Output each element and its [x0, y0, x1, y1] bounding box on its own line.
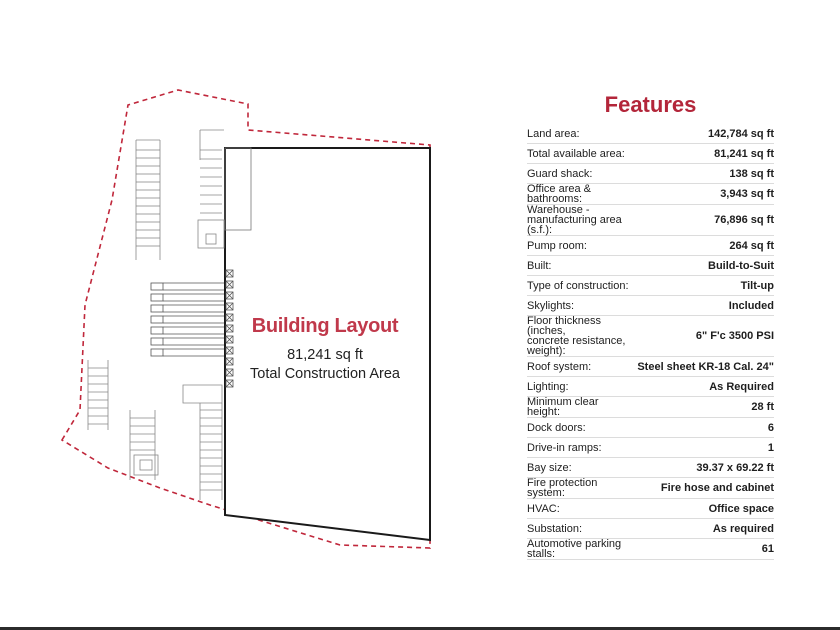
feature-value: As required — [637, 519, 774, 539]
feature-row — [527, 296, 774, 316]
feature-value: Included — [637, 296, 774, 316]
plan-area-value: 81,241 sq ft — [287, 347, 363, 363]
features-title: Features — [604, 92, 697, 117]
feature-value: 39.37 x 69.22 ft — [637, 458, 774, 478]
feature-row — [527, 316, 774, 357]
feature-label: Total available area: — [527, 144, 637, 164]
feature-value: 76,896 sq ft — [637, 205, 774, 236]
plan-area-caption: Total Construction Area — [250, 366, 400, 382]
feature-label: Fire protection system: — [527, 478, 637, 499]
feature-value: 3,943 sq ft — [637, 184, 774, 205]
feature-row — [527, 164, 774, 184]
feature-value: 142,784 sq ft — [637, 124, 774, 144]
feature-row — [527, 539, 774, 560]
feature-label: Lighting: — [527, 377, 637, 397]
feature-row — [527, 124, 774, 144]
feature-value: As Required — [637, 377, 774, 397]
feature-label: Minimum clear height: — [527, 397, 637, 418]
feature-row — [527, 184, 774, 205]
feature-label: Type of construction: — [527, 276, 637, 296]
building-outline — [225, 148, 430, 540]
feature-row — [527, 256, 774, 276]
feature-row — [527, 458, 774, 478]
feature-value: Office space — [637, 499, 774, 519]
feature-value: 138 sq ft — [637, 164, 774, 184]
lower-parking — [88, 360, 222, 500]
feature-value: 81,241 sq ft — [637, 144, 774, 164]
feature-value: Tilt-up — [637, 276, 774, 296]
plan-title: Building Layout — [251, 315, 399, 337]
feature-label: Substation: — [527, 519, 637, 539]
feature-label: Guard shack: — [527, 164, 637, 184]
feature-row — [527, 236, 774, 256]
feature-label: Skylights: — [527, 296, 637, 316]
feature-row — [527, 144, 774, 164]
feature-row — [527, 377, 774, 397]
features-table — [527, 124, 774, 560]
feature-row — [527, 519, 774, 539]
feature-label: Automotive parking stalls: — [527, 539, 637, 560]
feature-value: Steel sheet KR-18 Cal. 24" — [637, 357, 774, 377]
feature-label: Land area: — [527, 124, 637, 144]
feature-row — [527, 205, 774, 236]
feature-label: HVAC: — [527, 499, 637, 519]
feature-label: Warehouse - manufacturing area (s.f.): — [527, 205, 637, 236]
feature-row — [527, 478, 774, 499]
feature-value: 28 ft — [637, 397, 774, 418]
feature-value: 264 sq ft — [637, 236, 774, 256]
feature-row — [527, 397, 774, 418]
feature-row — [527, 276, 774, 296]
feature-value: 6 — [637, 418, 774, 438]
feature-label: Bay size: — [527, 458, 637, 478]
feature-row — [527, 418, 774, 438]
feature-label: Office area & bathrooms: — [527, 184, 637, 205]
feature-value: 61 — [637, 539, 774, 560]
feature-label: Built: — [527, 256, 637, 276]
feature-value: Build-to-Suit — [637, 256, 774, 276]
feature-label: Drive-in ramps: — [527, 438, 637, 458]
feature-value: 1 — [637, 438, 774, 458]
feature-value: Fire hose and cabinet — [637, 478, 774, 499]
feature-row — [527, 357, 774, 377]
feature-label: Pump room: — [527, 236, 637, 256]
feature-label: Roof system: — [527, 357, 637, 377]
feature-row — [527, 438, 774, 458]
feature-row — [527, 499, 774, 519]
feature-value: 6" F'c 3500 PSI — [637, 316, 774, 357]
feature-label: Floor thickness (inches, concrete resistance, weight): — [527, 316, 637, 357]
feature-label: Dock doors: — [527, 418, 637, 438]
